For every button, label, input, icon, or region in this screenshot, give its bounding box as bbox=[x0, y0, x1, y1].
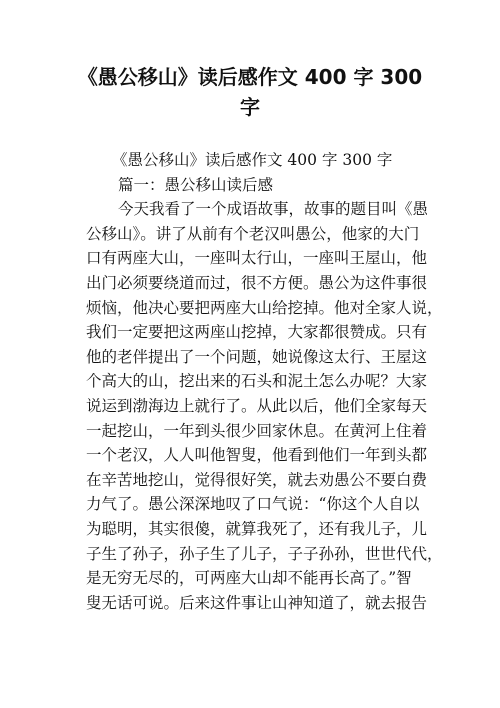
paragraph-line: 是无穷无尽的，可两座大山却不能再长高了。”智 bbox=[86, 569, 412, 588]
paragraph-line: 在辛苦地挖山，觉得很好笑，就去劝愚公不要白费 bbox=[86, 470, 428, 489]
paragraph-line: 力气了。愚公深深地叹了口气说：“你这个人自以 bbox=[86, 495, 420, 514]
title-line-1: 《愚公移山》读后感作文 400 字 300 bbox=[77, 65, 423, 89]
paragraph-line: 今天我看了一个成语故事，故事的题目叫《愚 bbox=[118, 200, 429, 219]
document-body bbox=[86, 148, 443, 615]
subtitle: 《愚公移山》读后感作文 400 字 300 字 bbox=[112, 151, 393, 169]
paragraph-line: 口有两座大山，一座叫太行山，一座叫王屋山，他 bbox=[86, 249, 428, 268]
paragraph-line: 他的老伴提出了一个问题，她说像这太行、王屋这 bbox=[86, 347, 428, 366]
paragraph-line: 为聪明，其实很傻，就算我死了，还有我儿子，儿 bbox=[86, 519, 428, 538]
paragraph-line: 我们一定要把这两座山挖掉，大家都很赞成。只有 bbox=[86, 323, 428, 342]
paragraph-line: 一个老汉，人人叫他智叟，他看到他们一年到头都 bbox=[86, 446, 428, 465]
paragraph-line: 叟无话可说。后来这件事让山神知道了，就去报告 bbox=[86, 593, 428, 612]
section-heading: 篇一：愚公移山读后感 bbox=[118, 175, 274, 194]
title-line-2: 字 bbox=[240, 95, 260, 119]
paragraph-line: 说运到渤海边上就行了。从此以后，他们全家每天 bbox=[86, 396, 428, 415]
paragraph-line: 子生了孙子，孙子生了儿子，子子孙孙，世世代代， bbox=[86, 544, 443, 563]
paragraph-line: 出门必须要绕道而过，很不方便。愚公为这件事很 bbox=[86, 273, 428, 292]
document-title bbox=[70, 62, 430, 122]
paragraph-line: 一起挖山，一年到头很少回家休息。在黄河上住着 bbox=[86, 421, 428, 440]
paragraph-line: 烦恼，他决心要把两座大山给挖掉。他对全家人说， bbox=[86, 298, 443, 317]
paragraph-line: 个高大的山，挖出来的石头和泥土怎么办呢？大家 bbox=[86, 372, 428, 391]
paragraph-line: 公移山》。讲了从前有个老汉叫愚公，他家的大门 bbox=[86, 224, 420, 243]
